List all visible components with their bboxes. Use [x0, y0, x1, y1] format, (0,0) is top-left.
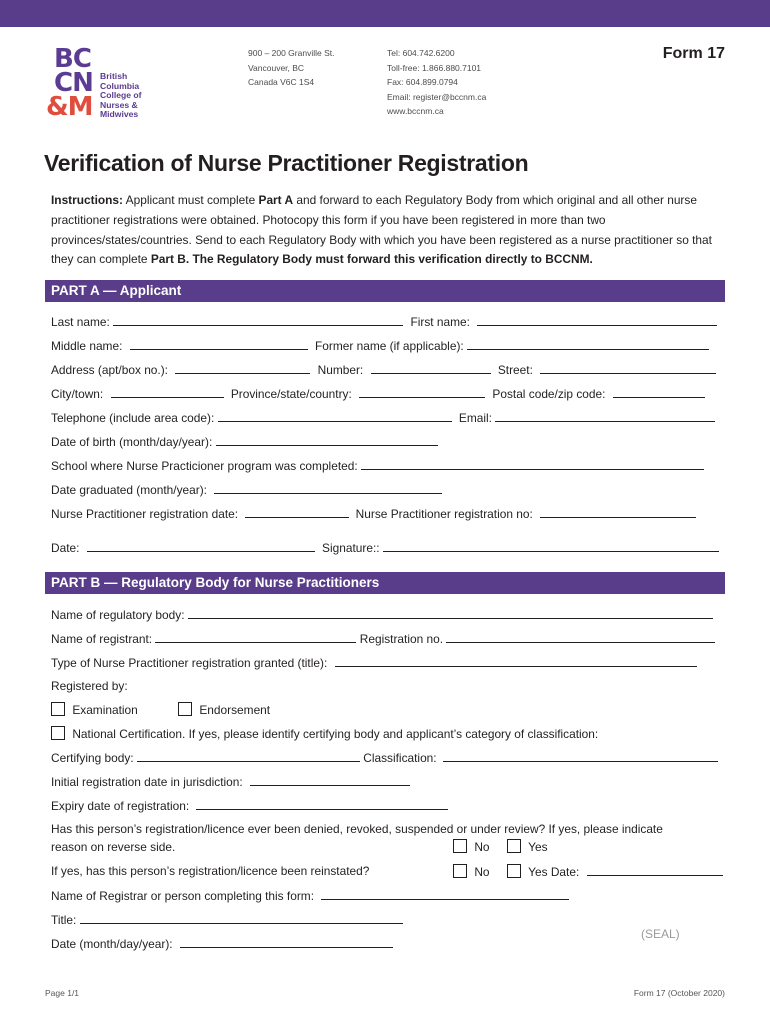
row-regulatory-body: Name of regulatory body:: [51, 606, 721, 622]
row-registrar-name: Name of Registrar or person completing this form:: [51, 887, 721, 903]
row-denied-question-2: reason on reverse side.: [51, 840, 176, 854]
np-registration-date-field[interactable]: [245, 505, 349, 518]
classification-field[interactable]: [443, 749, 718, 762]
row-city: City/town: Province/state/country: Postal code/zip code:: [51, 385, 721, 401]
reinstated-options: No Yes Date:: [453, 863, 723, 879]
row-telephone: Telephone (include area code): Email:: [51, 409, 721, 425]
denied-no-checkbox[interactable]: [453, 839, 467, 853]
row-middle-name: Middle name: Former name (if applicable):: [51, 337, 721, 353]
registrant-name-field[interactable]: [155, 630, 356, 643]
email-field[interactable]: [495, 409, 715, 422]
form-number: Form 17: [662, 45, 725, 62]
row-date-graduated: Date graduated (month/year):: [51, 481, 721, 497]
province-field[interactable]: [359, 385, 485, 398]
part-a-heading: PART A — Applicant: [45, 280, 725, 302]
registration-type-field[interactable]: [335, 654, 697, 667]
endorsement-checkbox[interactable]: [178, 702, 192, 716]
np-registration-no-field[interactable]: [540, 505, 696, 518]
row-national-cert: National Certification. If yes, please identify certifying body and applicant’s category of classification:: [51, 726, 721, 742]
signature-field[interactable]: [383, 539, 719, 552]
telephone-field[interactable]: [218, 409, 452, 422]
row-address: Address (apt/box no.): Number: Street:: [51, 361, 721, 377]
last-name-field[interactable]: [113, 313, 403, 326]
initial-registration-date-field[interactable]: [250, 773, 410, 786]
dob-field[interactable]: [216, 433, 438, 446]
row-title: Title:: [51, 911, 721, 927]
row-school: School where Nurse Practicioner program was completed:: [51, 457, 721, 473]
part-a-divider: [45, 301, 725, 302]
contact-info: Tel: 604.742.6200 Toll-free: 1.866.880.7101 Fax: 604.899.0794 Email: register@bccnm.ca www.bccnm.ca: [387, 48, 487, 117]
page-number: Page 1/1: [45, 988, 80, 998]
regulatory-body-field[interactable]: [188, 606, 713, 619]
logo-am: &M: [46, 92, 93, 122]
reinstated-no-checkbox[interactable]: [453, 864, 467, 878]
row-date-signature: Date: Signature::: [51, 539, 721, 555]
street-field[interactable]: [540, 361, 716, 374]
number-field[interactable]: [371, 361, 491, 374]
certifying-body-field[interactable]: [137, 749, 360, 762]
row-certifying-body: Certifying body: Classification:: [51, 749, 721, 765]
row-initial-date: Initial registration date in jurisdiction:: [51, 773, 721, 789]
denied-options: No Yes: [453, 839, 713, 855]
row-date-completed: Date (month/day/year):: [51, 935, 721, 951]
city-field[interactable]: [111, 385, 224, 398]
denied-yes-checkbox[interactable]: [507, 839, 521, 853]
logo-wordmark: British Columbia College of Nurses & Midwives: [100, 71, 142, 120]
title-field[interactable]: [80, 911, 403, 924]
mailing-address: 900 – 200 Granville St. Vancouver, BC Canada V6C 1S4: [248, 48, 335, 88]
school-field[interactable]: [361, 457, 704, 470]
date-field[interactable]: [87, 539, 315, 552]
row-name: Last name: First name:: [51, 313, 721, 329]
middle-name-field[interactable]: [130, 337, 308, 350]
examination-checkbox[interactable]: [51, 702, 65, 716]
former-name-field[interactable]: [467, 337, 709, 350]
registrar-name-field[interactable]: [321, 887, 569, 900]
logo-cn: CN: [54, 68, 93, 98]
row-reinstated-question: If yes, has this person’s registration/licence been reinstated?: [51, 864, 370, 878]
row-np-registration: Nurse Practitioner registration date: Nurse Practitioner registration no:: [51, 505, 721, 521]
reinstated-yes-checkbox[interactable]: [507, 864, 521, 878]
row-registered-by: Registered by:: [51, 679, 128, 693]
logo-bc: BC: [54, 44, 91, 74]
row-registrant: Name of registrant: Registration no.: [51, 630, 721, 646]
row-dob: Date of birth (month/day/year):: [51, 433, 721, 449]
row-denied-question: Has this person’s registration/licence ever been denied, revoked, suspended or under review? If yes, please indicate: [51, 822, 663, 836]
seal-placeholder: (SEAL): [641, 927, 680, 941]
bccnm-logo: [46, 46, 156, 122]
postal-code-field[interactable]: [613, 385, 705, 398]
top-color-bar: [0, 0, 770, 27]
apt-box-field[interactable]: [175, 361, 310, 374]
form-revision-date: Form 17 (October 2020): [633, 988, 725, 998]
date-completed-field[interactable]: [180, 935, 393, 948]
instructions: Instructions: Applicant must complete Part A and forward to each Regulatory Body from which original and all other nurse practitioner registrations were obtained. Photocopy this form if you have been registered in more than two provinces/states/countries. Send to each Regulatory Body with which you have been registered as a nurse practitioner so that they can complete Part B. The Regulatory Body must forward this verification directly to BCCNM.: [51, 193, 712, 267]
registration-no-field[interactable]: [446, 630, 715, 643]
part-b-divider: [45, 593, 725, 594]
part-b-heading: PART B — Regulatory Body for Nurse Practitioners: [45, 572, 725, 594]
date-graduated-field[interactable]: [214, 481, 442, 494]
row-expiry-date: Expiry date of registration:: [51, 797, 721, 813]
national-certification-checkbox[interactable]: [51, 726, 65, 740]
page-title: Verification of Nurse Practitioner Registration: [44, 150, 529, 176]
row-registered-by-options: Examination Endorsement: [51, 702, 721, 718]
expiry-date-field[interactable]: [196, 797, 448, 810]
first-name-field[interactable]: [477, 313, 717, 326]
row-registration-type: Type of Nurse Practitioner registration granted (title):: [51, 654, 721, 670]
reinstated-date-field[interactable]: [587, 863, 723, 876]
